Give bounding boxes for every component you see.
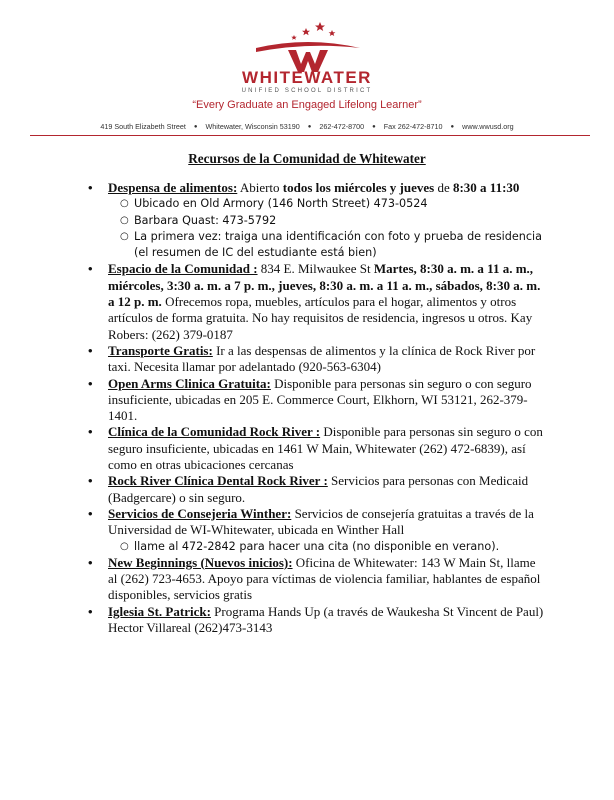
- phone: 262-472-8700: [319, 122, 365, 131]
- list-item: [88, 473, 548, 506]
- item-label: New Beginnings (Nuevos inicios):: [108, 554, 293, 570]
- bullet-icon: •: [88, 554, 93, 570]
- motto: “Every Graduate an Engaged Lifelong Learner”: [192, 99, 422, 111]
- item-label: Espacio de la Comunidad :: [108, 261, 258, 277]
- sub-list-item: ○ Barbara Quast: 473-5792: [120, 213, 548, 229]
- item-text: Servicios de consejería gratuitas a través de la Universidad de WI-Whitewater, ubicada en Winther Hall: [108, 505, 534, 538]
- resource-list: [88, 180, 548, 636]
- item-bold-text: Martes, 8:30 a. m. a 11 a. m., miércoles, 3:30 a. m. a 7 p. m., jueves, 8:30 a. m. a 11 a. m., sábados, 8:30 a. m. a 12 p. m.: [108, 261, 541, 310]
- website[interactable]: www.wwusd.org: [462, 122, 514, 131]
- item-text: Oficina de Whitewater: 143 W Main St, llame al (262) 723-4653. Apoyo para víctimas de violencia familiar, hablantes de español disponibles, servicios gratis: [108, 554, 541, 603]
- city: Whitewater, Wisconsin 53190: [205, 122, 300, 131]
- sub-list: [108, 196, 548, 261]
- bullet-icon: •: [88, 342, 93, 358]
- list-item: [88, 506, 548, 555]
- bullet-icon: •: [88, 424, 93, 440]
- sub-list-item: ○ llame al 472-2842 para hacer una cita (no disponible en verano).: [120, 539, 548, 555]
- bullet-icon: •: [88, 473, 93, 489]
- bullet-icon: •: [88, 261, 93, 277]
- item-text: Abierto: [237, 180, 283, 195]
- item-label: Clínica de la Comunidad Rock River :: [108, 424, 321, 440]
- list-item: [88, 376, 548, 425]
- list-item: [88, 424, 548, 473]
- separator-dot: ●: [372, 123, 376, 130]
- item-text: Disponible para personas sin seguro o con seguro insuficiente, ubicadas en 1461 W Main, Whitewater (262) 472-6839), así como en otras ubicaciones cercanas: [108, 424, 543, 473]
- page-title: Recursos de la Comunidad de Whitewater: [188, 151, 426, 166]
- bullet-icon: •: [88, 375, 93, 391]
- item-label: Rock River Clínica Dental Rock River :: [108, 473, 328, 489]
- separator-dot: ●: [307, 123, 312, 130]
- list-item: [88, 261, 548, 342]
- item-label: Open Arms Clinica Gratuita:: [108, 375, 271, 391]
- contact-line: [0, 122, 614, 131]
- address: 419 South Elizabeth Street: [100, 122, 186, 131]
- fax: Fax 262-472-8710: [383, 122, 443, 131]
- item-text: Programa Hands Up (a través de Waukesha St Vincent de Paul) Hector Villareal (262)473-3143: [108, 603, 544, 636]
- bullet-icon: •: [88, 505, 93, 521]
- circle-bullet-icon: ○: [120, 214, 129, 226]
- district-name: UNIFIED SCHOOL DISTRICT: [241, 88, 373, 94]
- item-bold-text: todos los miércoles y jueves: [282, 180, 435, 195]
- circle-bullet-icon: ○: [120, 198, 129, 210]
- item-label: Transporte Gratis:: [108, 342, 213, 358]
- list-item: [88, 555, 548, 604]
- item-bold-text: 8:30 a 11:30: [452, 180, 520, 195]
- item-text: Ofrecemos ropa, muebles, artículos para el hogar, alimentos y otros artículos de forma gratuita. No hay requisitos de residencia, ingresos u otros. Kay Robers: (262) 379-0187: [108, 294, 533, 342]
- brand-name: WHITEWATER: [242, 68, 372, 87]
- item-label: Servicios de Consejeria Winther:: [108, 505, 292, 521]
- item-text: Servicios para personas con Medicaid (Badgercare) o sin seguro.: [108, 473, 529, 505]
- item-label: Despensa de alimentos:: [108, 180, 238, 195]
- separator-dot: ●: [193, 123, 198, 130]
- item-text: 834 E. Milwaukee St: [257, 261, 374, 277]
- sub-list: [108, 539, 548, 555]
- list-item: [88, 180, 548, 261]
- circle-bullet-icon: ○: [120, 230, 129, 242]
- separator-dot: ●: [450, 123, 455, 130]
- item-text: de: [434, 180, 453, 195]
- bullet-icon: •: [88, 603, 93, 619]
- bullet-icon: •: [88, 180, 93, 195]
- list-item: [88, 604, 548, 637]
- list-item: [88, 343, 548, 376]
- item-label: Iglesia St. Patrick:: [108, 603, 211, 619]
- w-star-icon: [248, 14, 368, 76]
- item-text: Ir a las despensas de alimentos y la clínica de Rock River por taxi. Necesita llamar por adelantado (920-563-6304): [108, 342, 536, 375]
- sub-list-item: ○ Ubicado en Old Armory (146 North Street) 473-0524: [120, 196, 548, 212]
- sub-list-item: ○ La primera vez: traiga una identificación con foto y prueba de residencia (el resumen de IC del estudiante está bien): [120, 229, 542, 260]
- circle-bullet-icon: ○: [120, 540, 129, 552]
- header-rule: [30, 135, 590, 136]
- item-text: Disponible para personas sin seguro o con seguro insuficiente, ubicadas en 205 E. Commerce Court, Elkhorn, WI 53121, 262-379-1401.: [108, 375, 532, 424]
